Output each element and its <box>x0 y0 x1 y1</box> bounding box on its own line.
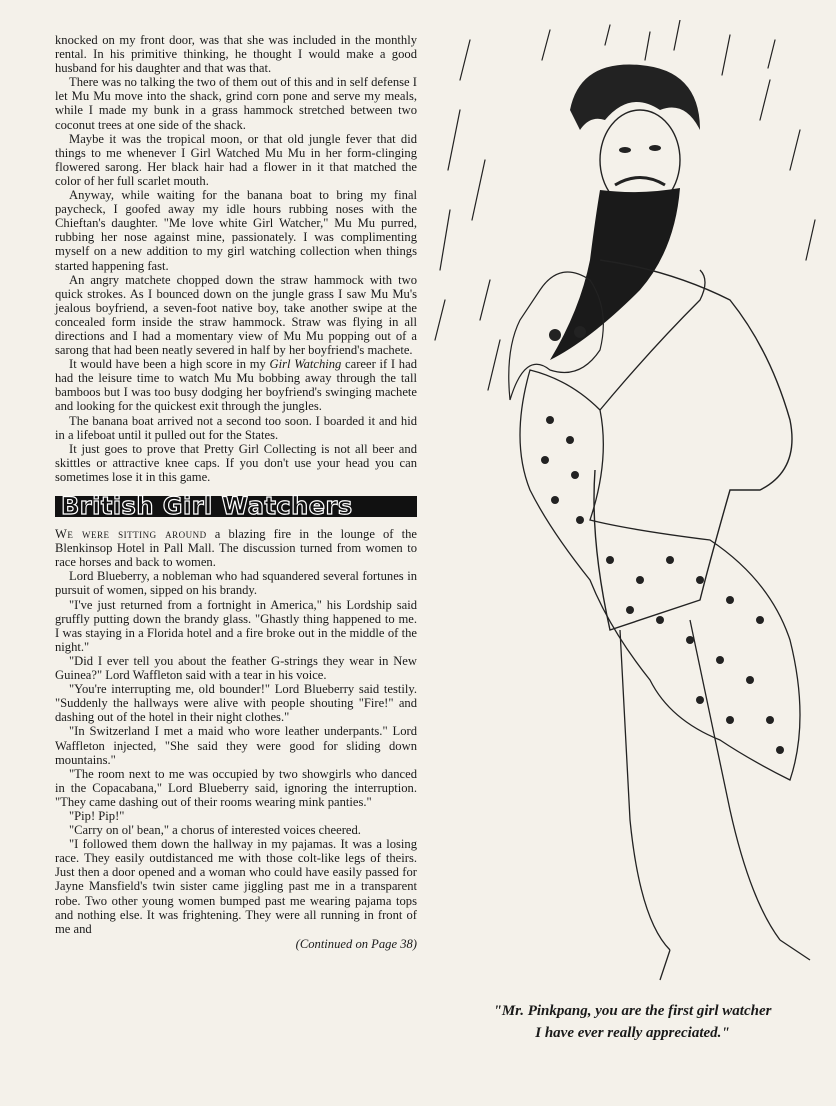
rain-streak <box>440 210 450 270</box>
woman-eye <box>549 329 561 341</box>
rain-streak <box>674 20 680 50</box>
man-eye <box>619 147 631 153</box>
rain-streak <box>472 160 485 220</box>
italic-phrase: Girl Watching <box>269 357 342 372</box>
mustache <box>615 178 665 186</box>
article-paragraph: It would have been a high score in my Girl Watching career if I had had the leisure time to watch Mu Mu bobbing away through the tall bamboos but I was too busy dodging her boyfriend's swinging machete and looking for the quickest exit through the jungles. <box>55 357 417 414</box>
story-paragraph: Lord Blueberry, a nobleman who had squandered several fortunes in pursuit of women, sipped on his brandy. <box>55 569 417 598</box>
story-paragraph: We were sitting around a blazing fire in the lounge of the Blenkinsop Hotel in Pall Mall. The discussion turned from women to race horses and back to women. <box>55 527 417 570</box>
rain-streak <box>435 300 445 340</box>
story-paragraph: "I followed them down the hallway in my pajamas. It was a losing race. They easily outdistanced me with those colt-like legs of theirs. Just then a door opened and a woman who could have easily passed for Jayne Mansfield's twin sister came jiggling past me in a transparent robe. Two other young women bumped past me wearing pajama tops and nothing else. It was frightening. They were all running in front of me and <box>55 837 417 936</box>
woman-eye <box>574 326 586 338</box>
article-paragraph: An angry matchete chopped down the straw hammock with two quick strokes. As I bounced down on the jungle grass I saw Mu Mu's jealous boyfriend, a seven-foot native boy, take another swipe at the concealed form inside the straw hammock. Straw was flying in all directions and I had a momentary view of Mu Mu popping out of a sarong that had been neatly severed in half by her boyfriend's machete. <box>55 272 417 358</box>
story-paragraph: "In Switzerland I met a maid who wore leather underpants." Lord Waffleton injected, "She said they were good for sliding down mountains." <box>55 724 417 767</box>
dress-pattern <box>541 416 784 754</box>
rain-streak <box>488 340 500 390</box>
story-paragraph: "Carry on ol' bean," a chorus of interested voices cheered. <box>69 823 361 838</box>
article-paragraph: Maybe it was the tropical moon, or that old jungle fever that did things to me whenever I Girl Watched Mu Mu in her form-clinging flowered sarong. Her black hair had a flower in it that matched the color of her full scarlet mouth. <box>55 131 417 188</box>
rain-streak <box>605 25 610 45</box>
article-paragraph: knocked on my front door, was that she was included in the monthly rental. In his primitive thinking, he thought I would make a good husband for his daughter and that was that. <box>55 33 417 76</box>
story-paragraph: "Pip! Pip!" <box>69 808 125 823</box>
woman-dress <box>520 370 800 780</box>
rain-streak <box>645 32 650 60</box>
rain-streak <box>768 40 775 68</box>
rain-streak <box>722 35 730 75</box>
illustration-caption: "Mr. Pinkpang, you are the first girl watcher I have ever really appreciated." <box>493 1003 772 1041</box>
rain-streak <box>448 110 460 170</box>
story-paragraph: "I've just returned from a fortnight in America," his Lordship said gruffly putting down the brandy glass. "Ghastly thing happened to me. I was staying in a Florida hotel and a fire broke out in the middle of the night." <box>55 597 417 654</box>
rain-streak <box>806 220 815 260</box>
text-column <box>55 33 417 951</box>
article-paragraph: There was no talking the two of them out of this and in self defense I let Mu Mu move into the shack, grind corn pone and serve my meals, while I made my bunk in a grass hammock stretched between two coconut trees at one side of the shack. <box>55 75 417 132</box>
rain-streak <box>790 130 800 170</box>
rain-streak <box>460 40 470 80</box>
man-body <box>594 260 792 630</box>
rain-streak <box>480 280 490 320</box>
rain-streak <box>542 30 550 60</box>
continued-note: (Continued on Page 38) <box>295 936 417 951</box>
article-paragraph: Anyway, while waiting for the banana boat to bring my final paycheck, I goofed away my idle hours rubbing noses with the Chieftan's daughter. "Me love white Girl Watcher," Mu Mu purred, rubbing her nose against mine, passionately. I was complimenting myself on a new addition to my girl watching collection when things started happening fast. <box>55 188 417 273</box>
story-paragraph: "You're interrupting me, old bounder!" Lord Blueberry said testily. "Suddenly the hallways were alive with people shouting "Fire!" and dashing out of the hotel in their night clothes." <box>55 682 417 725</box>
man-legs <box>620 620 810 980</box>
story-paragraph: "Did I ever tell you about the feather G-strings they wear in New Guinea?" Lord Waffleton said with a tear in his voice. <box>55 653 417 683</box>
article-paragraph: The banana boat arrived not a second too soon. I boarded it and hid in a lifeboat until it pulled out for the States. <box>55 413 417 442</box>
rain-streak <box>760 80 770 120</box>
lead-in-caps: We were sitting around <box>55 527 207 542</box>
cartoon-illustration <box>430 20 830 990</box>
man-eye <box>649 145 661 151</box>
man-hair <box>570 65 700 130</box>
story-paragraph: "The room next to me was occupied by two showgirls who danced in the Copacabana," Lord Blueberry said, ignoring the interruption. "They came dashing out of their rooms wearing mink panties." <box>55 766 417 809</box>
section-headline: British Girl Watchers <box>55 496 417 517</box>
man-beard <box>550 188 680 360</box>
article-paragraph: It just goes to prove that Pretty Girl Collecting is not all beer and skittles or attractive knee caps. If you don't use your head you can sometimes lose it in this game. <box>55 441 417 484</box>
